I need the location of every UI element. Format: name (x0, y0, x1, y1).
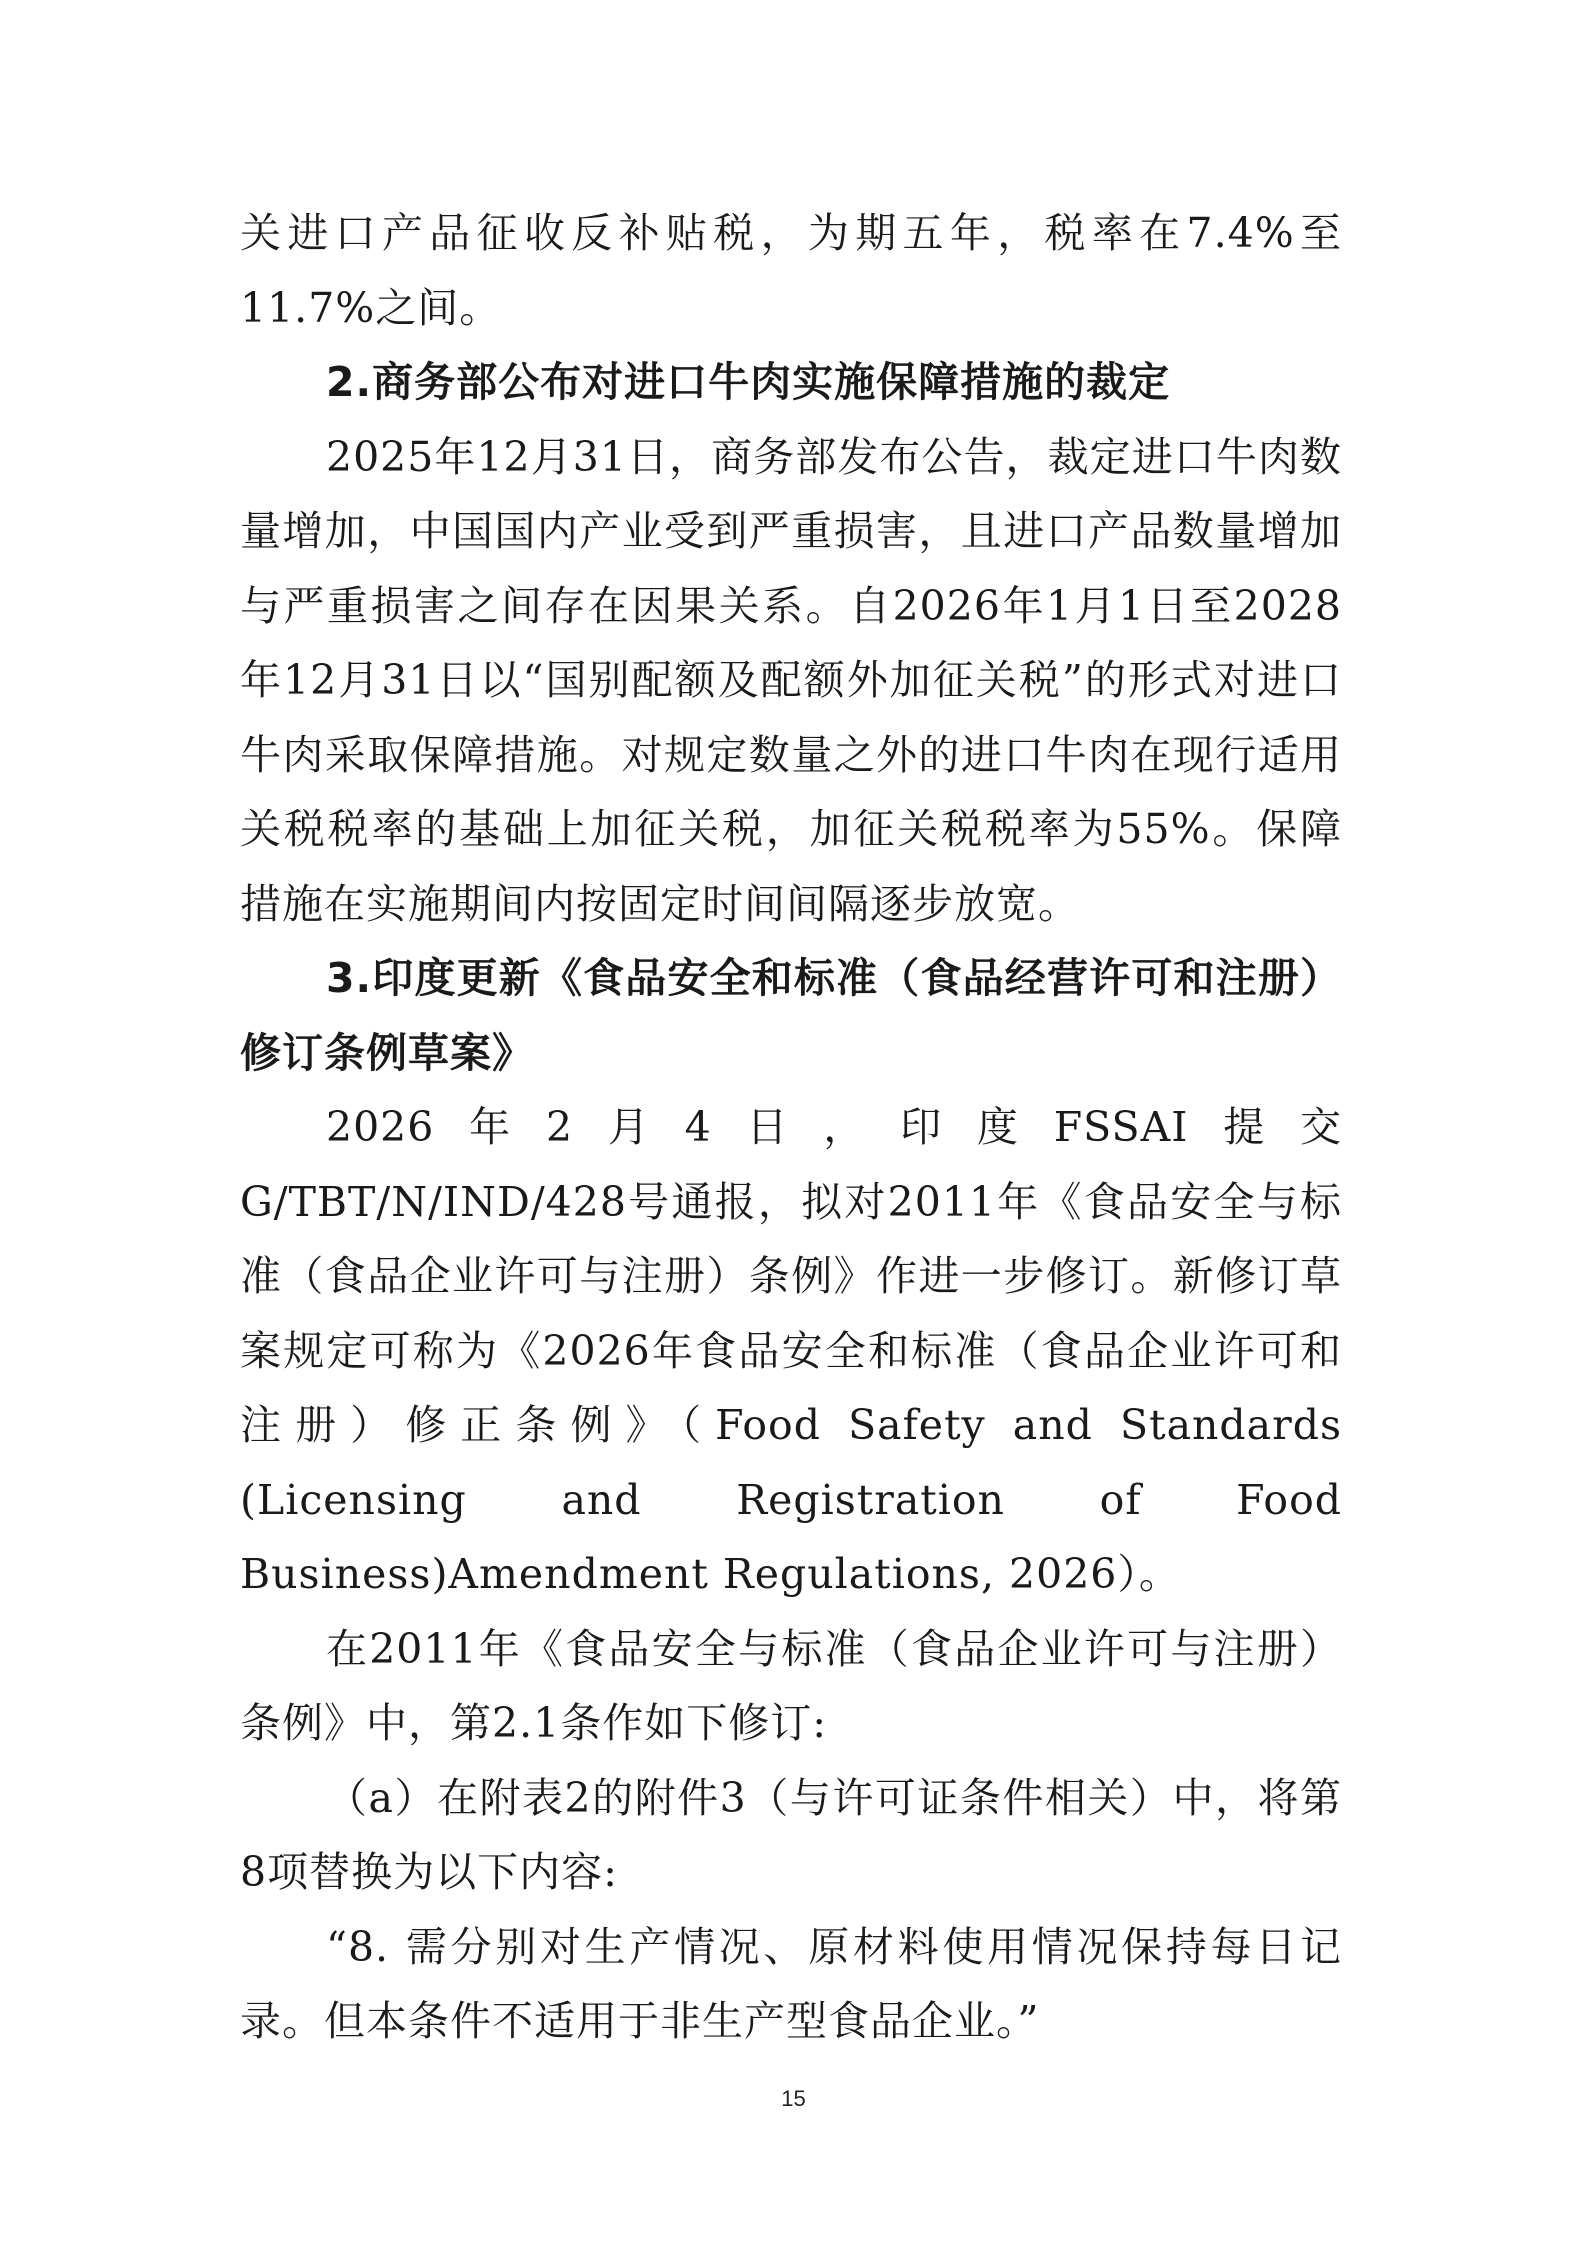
page-number: 15 (781, 2086, 806, 2111)
paragraph-continued: 关进口产品征收反补贴税，为期五年，税率在7.4%至11.7%之间。 (240, 209, 1342, 332)
paragraph-item-a: （a）在附表2的附件3（与许可证条件相关）中，将第8项替换为以下内容: (240, 1773, 1342, 1896)
paragraph-amendment-2-1: 在2011年《食品安全与标准（食品企业许可与注册）条例》中，第2.1条作如下修订: (240, 1624, 1342, 1747)
paragraph-beef-safeguard: 2025年12月31日，商务部发布公告，裁定进口牛肉数量增加，中国国内产业受到严重损害，且进口产品数量增加与严重损害之间存在因果关系。自2026年1月1日至2028年12月31日以“国别配额及配额外加征关税”的形式对进口牛肉采取保障措施。对规定数量之外的进口牛肉在现行适用关税税率的基础上加征关税，加征关税税率为55%。保障措施在实施期间内按固定时间间隔逐步放宽。 (240, 432, 1342, 928)
paragraph-fssai-notification: 2026年2月4日，印度FSSAI提交G/TBT/N/IND/428号通报，拟对2011年《食品安全与标准（食品企业许可与注册）条例》作进一步修订。新修订草案规定可称为《2026年食品安全和标准（食品企业许可和注册）修正条例》（Food Safety and Standards (Licensing and Registration of Food Business)Amendment Regulations, 2026）。 (240, 1103, 1342, 1598)
section-heading-2: 2.商务部公布对进口牛肉实施保障措施的裁定 (326, 358, 1171, 406)
section-heading-3: 3.印度更新《食品安全和标准（食品经营许可和注册）修订条例草案》 (240, 954, 1342, 1077)
paragraph-quote-item-8: “8. 需分别对生产情况、原材料使用情况保持每日记录。但本条件不适用于非生产型食品企业。” (240, 1922, 1342, 2045)
document-page (240, 196, 1342, 2059)
